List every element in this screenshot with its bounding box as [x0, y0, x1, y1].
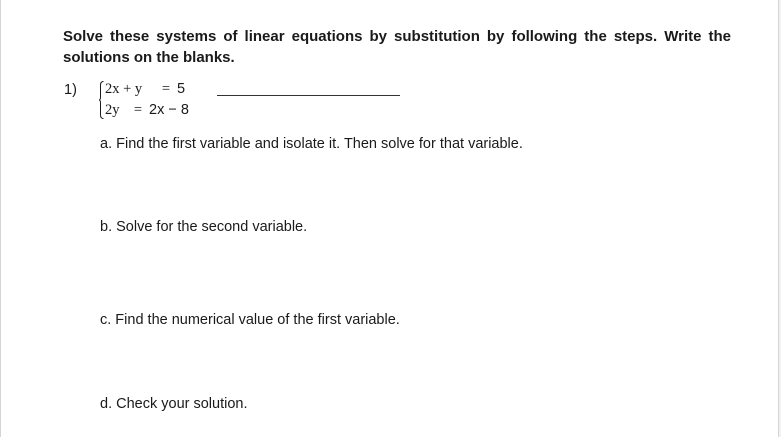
problem-number: 1)	[64, 82, 77, 98]
equation-2-relation: =	[133, 102, 143, 118]
step-a-text: a. Find the first variable and isolate it. Then solve for that variable.	[100, 136, 523, 152]
step-c-text: c. Find the numerical value of the first variable.	[100, 312, 400, 328]
equation-2-lhs: 2y	[105, 102, 120, 118]
equation-1	[105, 81, 185, 98]
instructions-text: Solve these systems of linear equations by substitution by following the steps. Write the solutions on the blanks.	[63, 28, 731, 66]
step-d-text: d. Check your solution.	[100, 396, 248, 412]
equation-system	[99, 79, 209, 121]
answer-blank-line[interactable]	[217, 95, 400, 96]
equation-1-lhs: 2x + y	[105, 81, 143, 97]
equation-1-rhs: 5	[177, 81, 186, 97]
equation-2-rhs: 2x − 8	[149, 102, 189, 118]
equation-2	[105, 102, 189, 119]
system-brace	[99, 81, 104, 119]
equation-1-relation: =	[161, 81, 171, 97]
step-b-text: b. Solve for the second variable.	[100, 219, 308, 235]
